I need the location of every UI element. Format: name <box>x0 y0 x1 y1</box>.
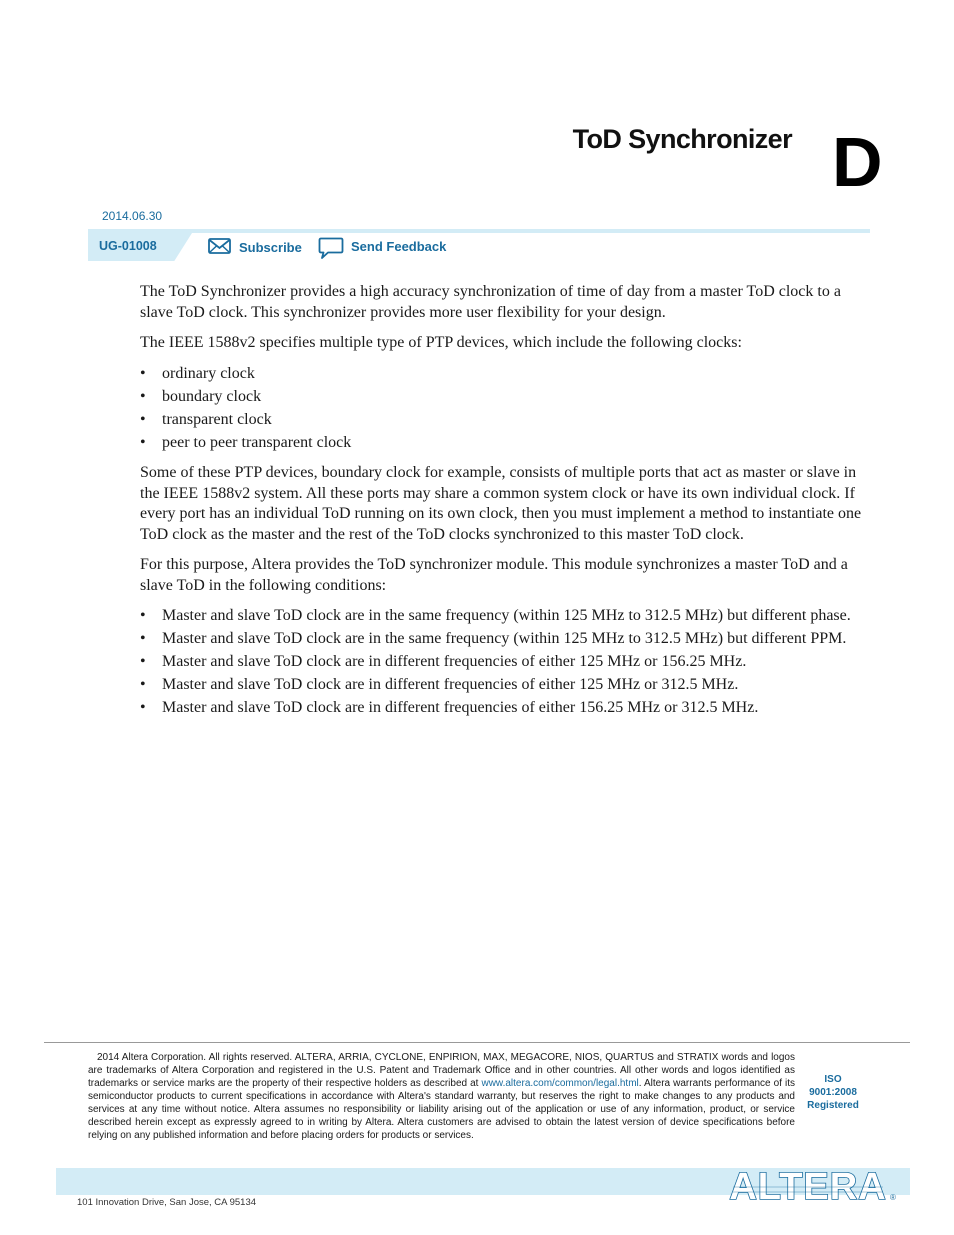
appendix-letter: D <box>832 123 883 201</box>
registered-mark: ® <box>890 1193 896 1202</box>
legal-text-part1: 2014 Altera Corporation. All rights reserved. ALTERA, ARRIA, CYCLONE, ENPIRION, MAX, MEGACORE, NIOS, QUARTUS and STRATIX words and logos are trademarks of Altera Corporation and registered in the U.S. Patent and Trademark Office and in other countries. All other words and logos identified as trademarks or service marks are the property of their respective holders as described at <box>88 1052 795 1089</box>
doc-id: UG-01008 <box>99 239 157 253</box>
paragraph-purpose: For this purpose, Altera provides the ToD synchronizer module. This module synchronizes a master ToD and a slave ToD in the following conditions: <box>140 556 848 594</box>
publication-date: 2014.06.30 <box>102 209 163 223</box>
list-item: • transparent clock <box>140 410 872 431</box>
paragraph-ptp-devices: The IEEE 1588v2 specifies multiple type of PTP devices, which include the following clocks: <box>140 334 742 351</box>
footer-rule <box>44 1042 910 1043</box>
paragraph-intro: The ToD Synchronizer provides a high accuracy synchronization of time of day from a master ToD clock to a slave ToD clock. This synchronizer provides more user flexibility for your design. <box>140 283 841 321</box>
company-address: 101 Innovation Drive, San Jose, CA 95134 <box>77 1197 257 1208</box>
legal-link[interactable]: www.altera.com/common/legal.html <box>481 1078 639 1089</box>
legal-notice <box>88 1051 795 1142</box>
legal-text-part2: . Altera warrants performance of its semiconductor products to current specifications in accordance with Altera's standard warranty, but reserves the right to make changes to any products and services at any time without notice. Altera assumes no responsibility or liability arising out of the application or use of any information, product, or service described herein except as expressly agreed to in writing by Altera. Altera customers are advised to obtain the latest version of device specifications before relying on any published information and before placing orders for products or services. <box>88 1078 795 1141</box>
list-item: • Master and slave ToD clock are in different frequencies of either 156.25 MHz or 312.5 MHz. <box>140 698 872 719</box>
iso-line: ISO <box>824 1074 842 1085</box>
clock-type-list <box>140 364 872 454</box>
list-item: • Master and slave ToD clock are in different frequencies of either 125 MHz or 312.5 MHz. <box>140 675 872 696</box>
envelope-icon[interactable] <box>208 237 231 255</box>
speech-bubble-icon[interactable] <box>318 237 344 260</box>
header-rule <box>88 229 870 233</box>
subscribe-link[interactable]: Subscribe <box>239 240 302 255</box>
condition-list <box>140 606 872 719</box>
altera-logo <box>727 1163 889 1205</box>
paragraph-boundary-clock: Some of these PTP devices, boundary clock for example, consists of multiple ports that act as master or slave in the IEEE 1588v2 system. All these ports may share a common system clock or have its own individual clock. If every port has an individual ToD running on its own clock, then you must implement a method to instantiate one ToD clock as the master and the rest of the ToD clocks synchronized to this master ToD clock. <box>140 464 862 543</box>
list-item: • boundary clock <box>140 387 872 408</box>
iso-certification <box>804 1073 862 1112</box>
list-item: • ordinary clock <box>140 364 872 385</box>
list-item: • Master and slave ToD clock are in the same frequency (within 125 MHz to 312.5 MHz) but different PPM. <box>140 629 872 650</box>
iso-line: 9001:2008 <box>809 1087 857 1098</box>
body-content <box>140 282 872 729</box>
chapter-title: ToD Synchronizer <box>572 124 792 154</box>
iso-line: Registered <box>807 1100 859 1111</box>
logo-wordmark: ALTERA <box>729 1166 887 1205</box>
send-feedback-link[interactable]: Send Feedback <box>351 239 447 254</box>
list-item: • peer to peer transparent clock <box>140 433 872 454</box>
list-item: • Master and slave ToD clock are in the same frequency (within 125 MHz to 312.5 MHz) but different phase. <box>140 606 872 627</box>
list-item: • Master and slave ToD clock are in different frequencies of either 125 MHz or 156.25 MHz. <box>140 652 872 673</box>
